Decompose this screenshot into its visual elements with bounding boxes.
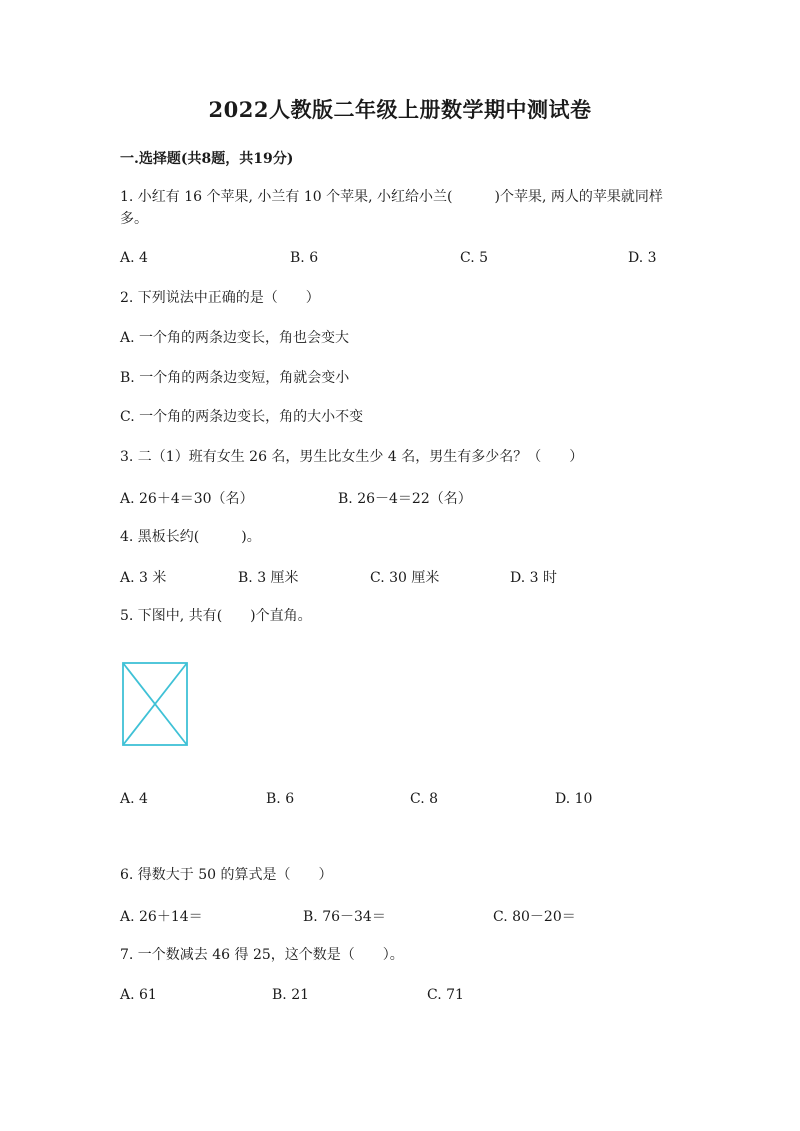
question-6-option-c: C. 80－20＝ [493, 909, 576, 925]
page-title: 2022人教版二年级上册数学期中测试卷 [208, 97, 592, 122]
question-5-option-b: B. 6 [266, 791, 295, 807]
question-7-option-c: C. 71 [427, 987, 464, 1003]
question-5-option-a: A. 4 [120, 791, 148, 807]
question-1-stem: 1. 小红有 16 个苹果, 小兰有 10 个苹果, 小红给小兰( )个苹果, 两人的苹果就同样多。 [120, 189, 663, 227]
question-6-stem: 6. 得数大于 50 的算式是（ ） [120, 867, 333, 883]
question-6-option-a: A. 26＋14＝ [120, 909, 203, 925]
question-2-option-c: C. 一个角的两条边变长，角的大小不变 [120, 409, 364, 425]
question-4-option-a: A. 3 米 [120, 570, 167, 586]
question-5-option-d: D. 10 [555, 791, 593, 807]
question-1-option-c: C. 5 [460, 250, 489, 266]
question-5-stem: 5. 下图中, 共有( )个直角。 [120, 608, 312, 624]
question-1-option-a: A. 4 [120, 250, 148, 266]
question-4-option-d: D. 3 时 [510, 570, 557, 586]
question-7-stem: 7. 一个数减去 46 得 25，这个数是（ ）。 [120, 947, 404, 963]
question-7-option-a: A. 61 [120, 987, 157, 1003]
question-3-option-b: B. 26－4＝22（名） [338, 491, 472, 507]
question-2-option-b: B. 一个角的两条边变短，角就会变小 [120, 370, 350, 386]
question-3-stem: 3. 二（1）班有女生 26 名，男生比女生少 4 名，男生有多少名？（ ） [120, 449, 584, 465]
question-4-option-b: B. 3 厘米 [238, 570, 299, 586]
question-3-option-a: A. 26＋4＝30（名） [120, 491, 254, 507]
question-7-option-b: B. 21 [272, 987, 310, 1003]
section-heading: 一.选择题(共8题，共19分) [120, 151, 294, 167]
question-4-option-c: C. 30 厘米 [370, 570, 440, 586]
question-6-option-b: B. 76－34＝ [303, 909, 386, 925]
question-5-option-c: C. 8 [410, 791, 439, 807]
question-1-option-b: B. 6 [290, 250, 319, 266]
question-2-stem: 2. 下列说法中正确的是（ ） [120, 290, 320, 306]
question-4-stem: 4. 黑板长约( )。 [120, 529, 261, 545]
question-1-option-d: D. 3 [628, 250, 657, 266]
rectangle-with-diagonals-figure [120, 660, 190, 748]
question-2-option-a: A. 一个角的两条边变长，角也会变大 [120, 330, 350, 346]
